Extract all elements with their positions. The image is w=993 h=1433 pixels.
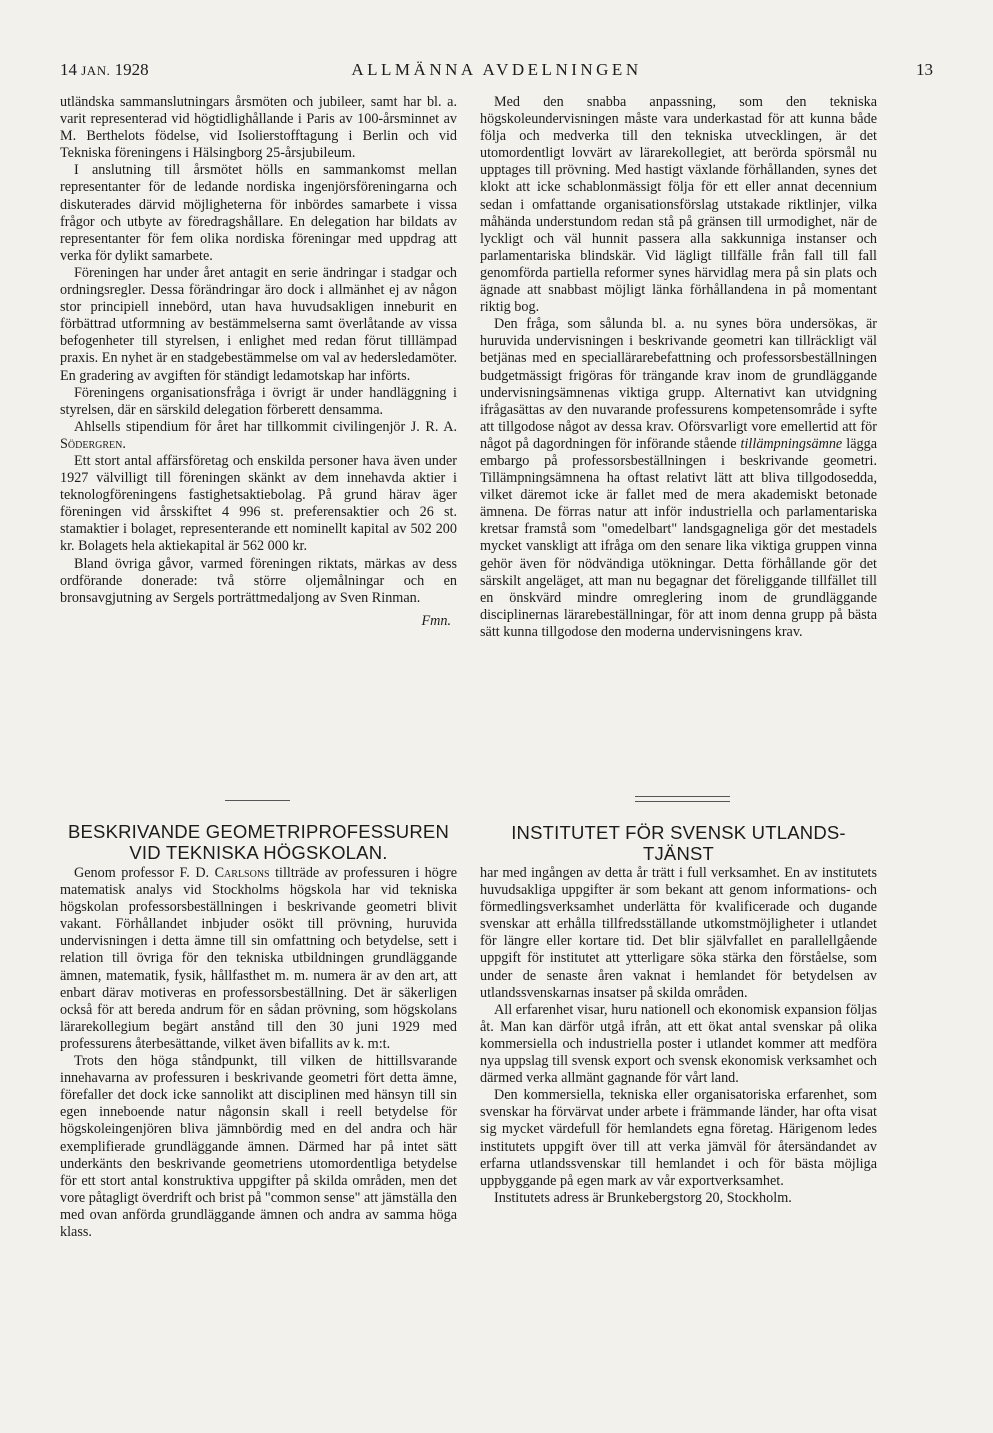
article-heading-geometry — [60, 821, 457, 863]
stipend-name: Södergren — [60, 435, 123, 452]
paragraph: Föreningens organisationsfråga i övrigt är under handläggning i styrelsen, där en särskild delegation förberett densamma. — [60, 384, 457, 418]
paragraph-address: Institutets adress är Brunkebergstorg 20, Stockholm. — [494, 1189, 792, 1206]
paragraph: Bland övriga gåvor, varmed föreningen riktats, märkas av dess ordförande donerade: två större oljemålningar och en bronsavgjutning av Sergels porträttmedaljong av Sven Rinman. — [60, 555, 457, 606]
date-year: 1928 — [114, 60, 149, 79]
text-run: lägga embargo på professorsbeställningen i beskrivande geometri. Tillämpningsämnena ha oftast relativt lätt att bliva tillgodosedda, vilket däremot icke är fallet med de mera akademiskt betonade ämnena. De förras natur att inför industriella och parlamentariska kretsar framstå som "omedelbart" landsgagneliga gör det mestadels mycket vanskligt att ifråga om den senare lika viktiga gruppen vinna gehör även för nödvändiga utökningar. Detta förhållande gör det särskilt angeläget, att man nu begagnar det föreliggande tillfället till en önskvärd mindre omreglering inom de grundläggande disciplinernas lärarebeställningar, för att inom denna grupp på bästa sätt kunna tillgodose den moderna undervisningens krav. — [480, 435, 877, 640]
right-column-top — [480, 94, 877, 641]
left-column-bottom — [60, 865, 457, 1241]
text-run: Den fråga, som sålunda bl. a. nu synes böra undersökas, är huruvida undervisningen i beskrivande geometri kan tillräckligt väl betjänas med en speciallärarebefattning och professorsbeställningen budgetmässigt frigöras för trängande krav inom de grundläggande undervisningsämnenas viktiga grupp. Alternativt kan utvidgning ifrågasättas av den nuvarande professurens kompetensområde i syfte att tillgodose något av dessa krav. Oförsvarligt vore emellertid att för något på dagordningen för införande stående — [480, 316, 877, 452]
page-number: 13 — [916, 60, 933, 79]
paragraph: I anslutning till årsmötet hölls en sammankomst mellan representanter för de ledande nordiska ingenjörsföreningarna och diskuterades därvid möjligheterna för inbördes samarbete i vissa frågor och utbyte av föredragshållare. En delegation har bildats av representanter för fem olika nordiska föreningar med uppdrag att verka för dylikt samarbete. — [60, 162, 457, 264]
author-signature: Fmn. — [421, 612, 451, 629]
heading-line: BESKRIVANDE GEOMETRIPROFESSUREN — [67, 821, 450, 842]
heading-line: INSTITUTET FÖR SVENSK UTLANDS- — [511, 822, 846, 843]
text-run: Genom professor F. D. — [74, 865, 210, 881]
paragraph: All erfarenhet visar, huru nationell och ekonomisk expansion följas åt. Man kan därför utgå ifrån, att ett ökat antal svenskar på olika kommersiella och industriella poster i utlandet kommer att medföra nya uppslag till svensk export och svensk ekonomisk verksamhet och därmed verka allmänt gagnande för vårt land. — [480, 1001, 877, 1087]
paragraph-geometry-question — [480, 316, 877, 641]
italic-term: tillämpningsämne — [740, 435, 843, 452]
text-run: tillträde av professuren i högre matematisk analys vid Stockholms högskola har vid tekniska högskolan professorsbeställningen i beskrivande geometri blivit vakant. Förhållandet inbjuder osökt till prövning, huruvida undervisningen i detta ämne till sin omfattning och betydelse, sett i relation till övriga för den tekniska utbildningen grundläggande ämnen, matematik, fysik, hållfasthet m. m. numera är av den art, att enbart därav motiveras en professorsbeställning. Det är säkerligen också för att bereda andrum för en sådan prövning, som högskolans lärarekollegium begärt anstånd till den 30 juni 1929 med professurens återbesättande, vilket även bifallits av k. m:t. — [60, 865, 457, 1052]
heading-line: TJÄNST — [642, 843, 715, 864]
paragraph: Föreningen har under året antagit en serie ändringar i stadgar och ordningsregler. Dessa förändringar äro dock i allmänhet ej av någon stor principiell innebörd, utan hava huvudsakligen inneburit en förbättrad utformning av bestämmelserna samt överlåtande av vissa befogenheter till styrelsen, i enlighet med redan förut tilllämpad praxis. En nyhet är en stadgebestämmelse om val av hedersledamöter. En gradering av avgiften för ständigt ledamotskap har införts. — [60, 264, 457, 384]
running-head — [60, 60, 933, 86]
end-rule-right-double — [635, 801, 730, 802]
date-day: 14 — [60, 60, 77, 79]
paragraph-stipend — [60, 419, 457, 453]
right-column-bottom — [480, 865, 877, 1207]
end-rule-left — [225, 800, 290, 801]
end-rule-right — [635, 796, 730, 797]
paragraph: Den kommersiella, tekniska eller organisatoriska erfarenhet, som svenskar ha förvärvat under arbete i främmande länder, har ofta visat sig mycket värdefull för hemlandets egna företag. Härigenom ledes institutets uppgift över till att verka jämväl för återsändandet av erfarna utlandssvenskar till hemlandet i och för bästa möjliga uppbyggande på egen mark av vår exportverksamhet. — [480, 1087, 877, 1189]
stipend-end: . — [122, 435, 126, 452]
paragraph-carlson — [60, 865, 457, 1053]
article-heading-institute — [480, 822, 877, 864]
paragraph: Trots den höga ståndpunkt, till vilken de hittillsvarande innehavarna av professuren i beskrivande geometri fört detta ämne, förefaller det dock icke sannolikt att disciplinen med hänsyn till sin egen inneboende natur någonsin skall i reell betydelse för högskoleingenjören bliva jämnbördig med en del andra och här exemplifierade grundläggande ämnen. Därmed har på intet sätt underkänts den beskrivande geometriens utomordentliga betydelse för ett stort antal konstruktiva uppgifter på skilda områden, men det vore påtagligt överdrift och brist på "common sense" att jämställa den med ovan anförda grundläggande ämnen och andra av samma höga klass. — [60, 1053, 457, 1240]
paragraph: utländska sammanslutningars årsmöten och jubileer, samt har bl. a. varit representerad vid högtidlighållande i Paris av 100-årsminnet av M. Berthelots födelse, vid Isolierstofftagung i Berlin och vid Tekniska föreningens i Hälsingborg 25-årsjubileum. — [60, 94, 457, 162]
date-month: JAN. — [81, 63, 111, 78]
heading-line: VID TEKNISKA HÖGSKOLAN. — [129, 842, 388, 863]
paragraph: har med ingången av detta år trätt i full verksamhet. En av institutets huvudsakliga uppgifter är som bekant att genom informations- och förmedlingsverksamhet underlätta för kvalificerade och dugande svenskar att erhålla tillfredsställande utkomstmöjligheter i utlandet för längre eller kortare tid. Det blir självfallet en parallellgående uppgift för institutet att ytterligare söka stärka den förståelse, som under de senaste åren vaknat i hemlandet för betydelsen av utlandssvenskarnas insatser på skilda områden. — [480, 865, 877, 1001]
paragraph: Med den snabba anpassning, som den tekniska högskoleundervisningen måste vara underkastad för att kunna både följa och medverka till den tekniska utvecklingen, är det utomordentligt lovvärt av lärarekollegiet, att berörda spörsmål nu upptages till prövning. Med hastigt växlande förhållanden, synes det klokt att icke schablonmässigt följa för ett eller annat decennium sedan i omfattande organisationsförslag utstakade riktlinjer, vilka måhända understundom redan stå på gränsen till urmodighet, när de lyckligt och väl hunnit passera alla sakkunniga instanser och parlamentariska blindskär. Vid lägligt tillfälle från fall till fall genomförda partiella reformer synes härvidlag mera på sin plats och ägnade att snabbast möjligt länka förhållandena in på momentant riktig bog. — [480, 94, 877, 316]
stipend-text: Ahlsells stipendium för året har tillkommit civilingenjör J. R. A. — [74, 418, 457, 435]
person-name: Carlsons — [214, 865, 270, 881]
left-column-top — [60, 94, 457, 630]
paragraph: Ett stort antal affärsföretag och enskilda personer hava även under 1927 välvilligt till föreningen skänkt av dem innehavda aktier i teknologföreningens fastighetsaktiebolag. På grund härav äger föreningen vid årsskiftet 4 996 st. preferensaktier och 26 st. stamaktier i bolaget, representerande ett nominellt kapital av 502 200 kr. Bolagets hela aktiekapital är 562 000 kr. — [60, 452, 457, 555]
section-title: ALLMÄNNA AVDELNINGEN — [351, 60, 642, 79]
